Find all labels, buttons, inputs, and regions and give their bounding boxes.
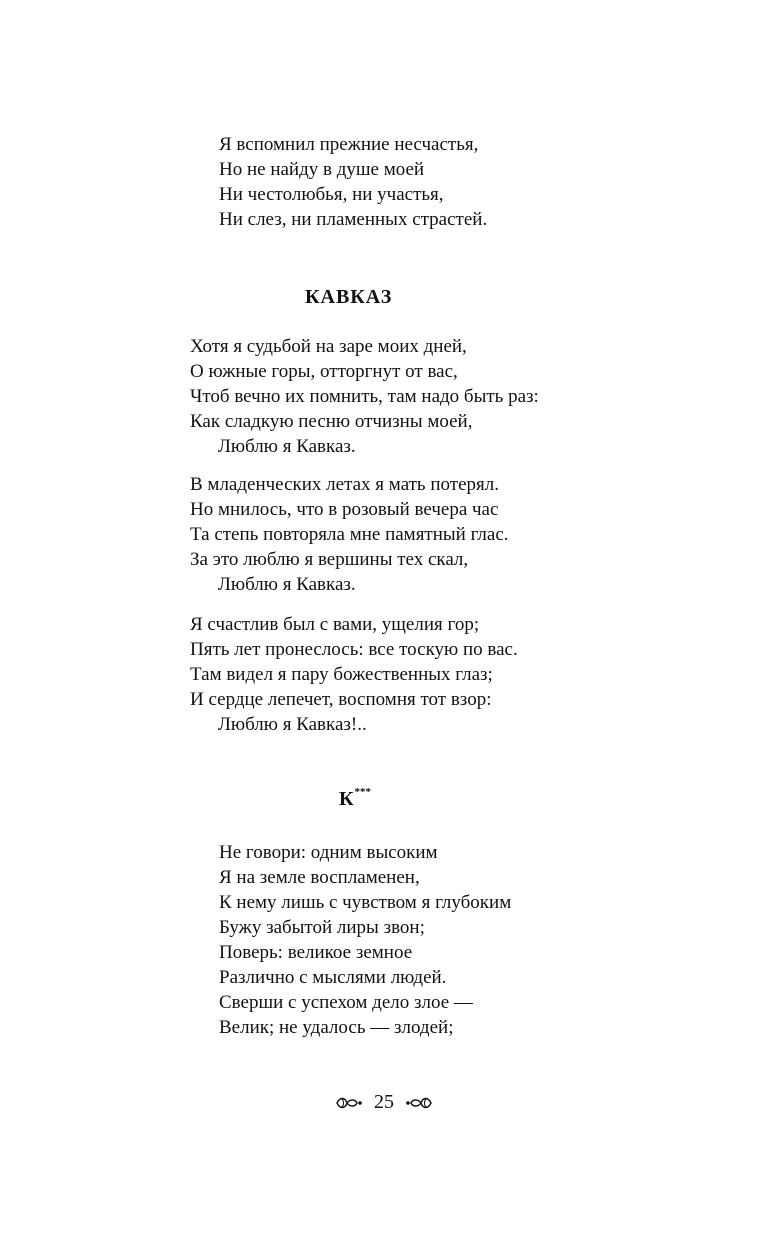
page-footer: [0, 1090, 768, 1114]
verse-line: Я на земле воспламенен,: [219, 867, 420, 888]
verse-line: О южные горы, отторгнут от вас,: [190, 361, 458, 382]
verse-line: За это люблю я вершины тех скал,: [190, 549, 469, 570]
verse-line: Но мнилось, что в розовый вечера час: [190, 499, 499, 520]
verse-line: И сердце лепечет, воспомня тот взор:: [190, 689, 492, 710]
verse-refrain: Люблю я Кавказ.: [218, 574, 356, 595]
verse-line: Я счастлив был с вами, ущелия гор;: [190, 614, 480, 635]
verse-line: Не говори: одним высоким: [219, 842, 438, 863]
poem-stanza-prev: [219, 132, 487, 232]
ornament-left-icon: [335, 1094, 363, 1110]
verse-line: В младенческих летах я мать потерял.: [190, 474, 499, 495]
verse-line: К нему лишь с чувством я глубоким: [219, 892, 512, 913]
poem-title-asterisks: ***: [354, 786, 372, 799]
verse-line: Пять лет пронеслось: все тоскую по вас.: [190, 639, 518, 660]
verse-line: Ни честолюбья, ни участья,: [219, 184, 444, 205]
verse-line: Ни слез, ни пламенных страстей.: [219, 209, 488, 230]
poem-title-letter: К: [339, 788, 355, 810]
verse-line: Там видел я пару божественных глаз;: [190, 664, 493, 685]
verse-line: Я вспомнил прежние несчастья,: [219, 134, 479, 155]
kavkaz-stanza-2: [190, 472, 509, 597]
verse-line: Поверь: великое земное: [219, 942, 413, 963]
ornament-right-icon: [405, 1094, 433, 1110]
poem-title-kavkaz: КАВКАЗ: [305, 286, 393, 308]
verse-line: Велик; не удалось — злодей;: [219, 1017, 454, 1038]
verse-line: Та степь повторяла мне памятный глас.: [190, 524, 509, 545]
verse-line: Но не найду в душе моей: [219, 159, 425, 180]
page-number: 25: [374, 1090, 394, 1113]
verse-line: Как сладкую песню отчизны моей,: [190, 411, 473, 432]
verse-line: Хотя я судьбой на заре моих дней,: [190, 336, 467, 357]
poem-title-k: [339, 788, 371, 811]
kavkaz-stanza-1: [190, 334, 539, 459]
verse-line: Чтоб вечно их помнить, там надо быть раз:: [190, 386, 539, 407]
verse-refrain: Люблю я Кавказ.: [218, 436, 356, 457]
verse-refrain: Люблю я Кавказ!..: [218, 714, 367, 735]
k-stanza: [219, 840, 511, 1040]
verse-line: Бужу забытой лиры звон;: [219, 917, 425, 938]
verse-line: Различно с мыслями людей.: [219, 967, 447, 988]
verse-line: Сверши с успехом дело злое —: [219, 992, 473, 1013]
kavkaz-stanza-3: [190, 612, 518, 737]
